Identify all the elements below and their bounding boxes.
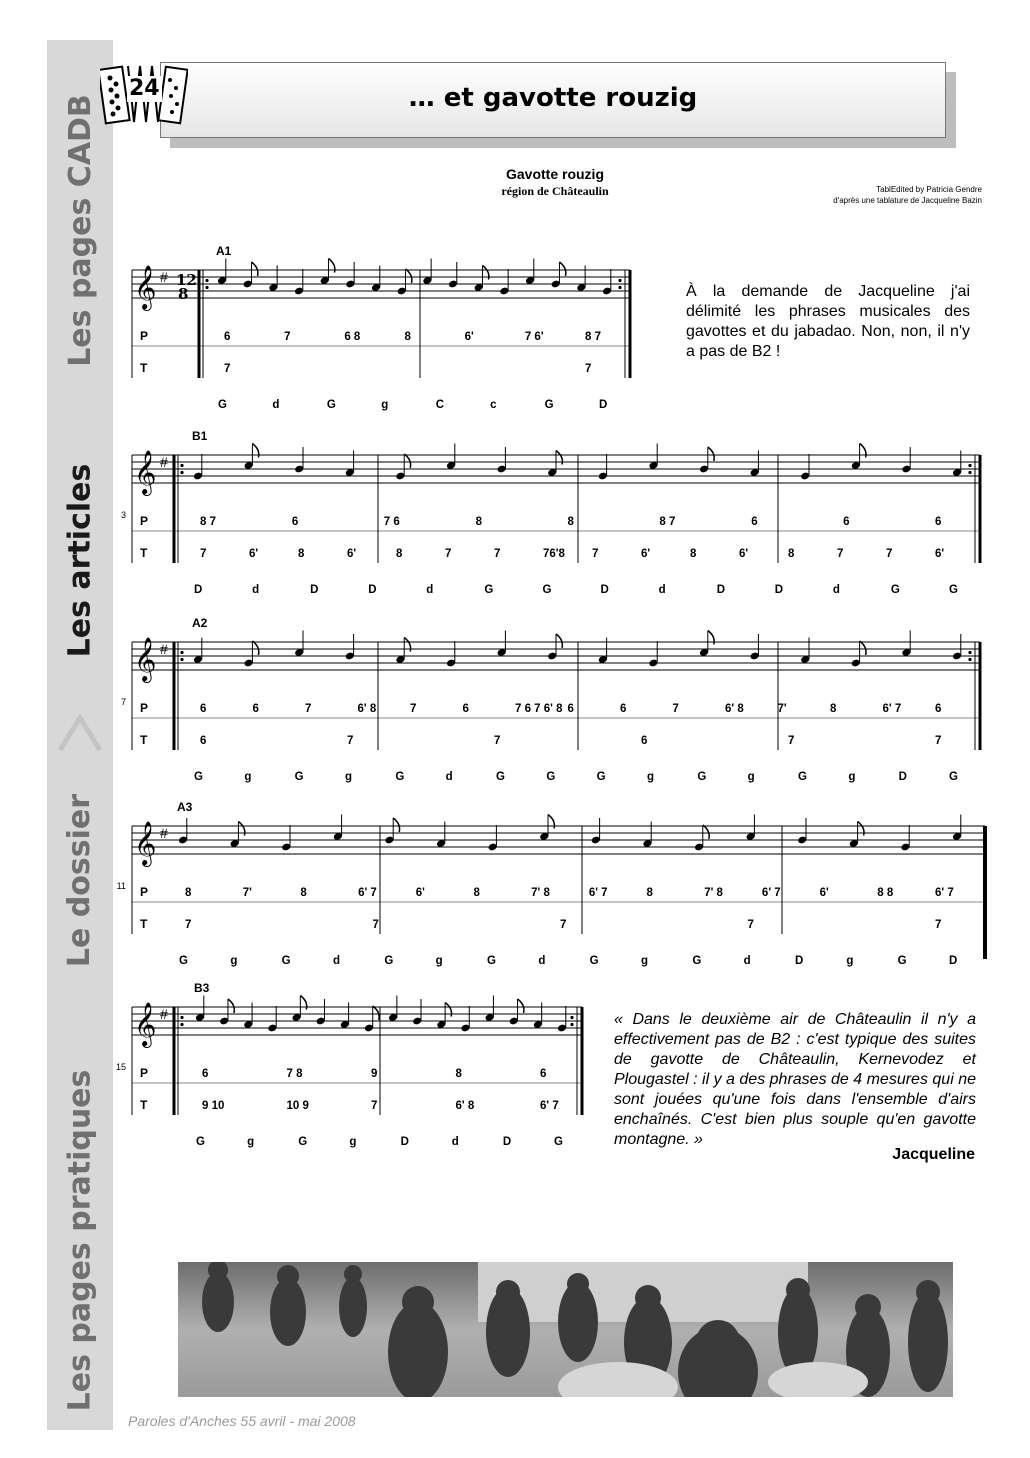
bass-chord-label: G (281, 955, 291, 967)
pull-row-label: T (140, 1098, 148, 1112)
sidebar-item-articles[interactable]: Les articles (62, 463, 98, 657)
measure-number: 7 (120, 697, 126, 707)
bass-chord-label: g (641, 955, 649, 967)
push-button-number: 6 (751, 516, 758, 528)
note-flag (228, 999, 234, 1013)
pull-button-number: 7 (935, 735, 942, 747)
note-flag (404, 454, 410, 468)
pull-button-number: 6' (249, 548, 259, 560)
bass-chord-label: G (544, 399, 554, 411)
bass-chord-label: G (179, 955, 188, 967)
bass-chord-label: G (487, 955, 496, 967)
repeat-dot (968, 651, 971, 654)
treble-clef: 𝄞 (134, 821, 157, 865)
bass-chord-label: D (502, 1136, 512, 1148)
note-flag (252, 641, 258, 655)
bass-chord-label: d (252, 584, 260, 596)
push-button-number: 8 (830, 703, 837, 715)
bass-chord-label: G (294, 771, 304, 783)
tune-title: Gavotte rouzig (505, 166, 604, 182)
bass-chord-label: G (326, 399, 336, 411)
bass-chord-label: D (949, 955, 958, 967)
bass-chord-label: G (890, 584, 900, 596)
push-button-number: 8 7 (659, 516, 676, 528)
section-label: A1 (216, 244, 232, 258)
note-flag (251, 262, 257, 276)
bass-chord-label: d (451, 1136, 459, 1148)
meter-bottom: 8 (178, 285, 189, 303)
bass-chord-label: d (658, 584, 666, 596)
sidebar-item-dossier[interactable]: Le dossier (62, 793, 98, 967)
pull-row-label: T (140, 546, 148, 560)
repeat-dot (180, 658, 183, 661)
bass-chord-label: g (435, 955, 443, 967)
repeat-dot (968, 464, 971, 467)
note-flag (405, 269, 411, 283)
repeat-dot (618, 279, 621, 282)
push-button-number: 7' (777, 703, 787, 715)
bass-chord-label: d (445, 771, 453, 783)
push-button-number: 9 (371, 1068, 378, 1080)
push-row-label: P (140, 329, 149, 343)
bass-chord-label: D (774, 584, 784, 596)
measure-number: 11 (116, 881, 126, 891)
push-button-number: 6 (540, 1068, 547, 1080)
pull-button-number: 8 (396, 548, 403, 560)
pull-button-number: 7 (185, 919, 192, 931)
bass-chord-label: G (496, 771, 505, 783)
bass-chord-label: D (898, 771, 907, 783)
push-button-number: 6' (464, 331, 474, 343)
treble-clef: 𝄞 (134, 450, 157, 494)
push-button-number: 7 6 (383, 516, 400, 528)
push-button-number: 7 8 (286, 1068, 303, 1080)
bass-chord-label: g (247, 1136, 255, 1148)
bass-chord-label: c (490, 399, 497, 411)
dance-circle-image (178, 1262, 953, 1397)
bass-chord-label: d (538, 955, 546, 967)
repeat-dot (570, 1023, 573, 1026)
repeat-dot (968, 471, 971, 474)
page-title: … et gavotte rouzig (408, 83, 698, 113)
treble-clef: 𝄞 (134, 1002, 157, 1046)
bass-chord-label: G (196, 1136, 205, 1148)
measure-number: 3 (120, 510, 126, 520)
bass-chord-label: G (692, 955, 702, 967)
bass-chord-label: d (832, 584, 840, 596)
bass-chord-label: d (272, 399, 280, 411)
push-button-number: 8 (646, 887, 653, 899)
push-button-number: 8 (404, 331, 411, 343)
bass-chord-label: D (194, 584, 203, 596)
bass-chord-label: g (381, 399, 389, 411)
repeat-dot (180, 464, 183, 467)
pull-button-number: 7 (585, 363, 592, 375)
repeat-dot (570, 1016, 573, 1019)
bass-chord-label: G (484, 584, 494, 596)
section-label: A3 (177, 800, 193, 814)
push-button-number: 6 (935, 516, 942, 528)
pull-button-number: 8 (298, 548, 305, 560)
push-button-number: 8 (455, 1068, 462, 1080)
push-button-number: 6' 7 (588, 887, 608, 899)
key-sharp: # (160, 825, 168, 841)
repeat-dot (205, 279, 208, 282)
push-button-number: 8 7 (585, 331, 601, 343)
bass-chord-label: G (589, 955, 599, 967)
bass-chord-label: g (647, 771, 655, 783)
note-flag (559, 262, 565, 276)
push-button-number: 7' 8 (704, 887, 723, 899)
note-flag (703, 825, 709, 839)
pull-button-number: 8 (690, 548, 697, 560)
pull-button-number: 9 10 (202, 1100, 225, 1112)
pull-button-number: 6 (641, 735, 648, 747)
quote-author: Jacqueline (892, 1146, 975, 1163)
bass-chord-label: G (697, 771, 707, 783)
bass-chord-label: G (218, 399, 227, 411)
note-flag (860, 641, 866, 655)
push-button-number: 6 (935, 703, 942, 715)
push-button-number: 8 7 (200, 516, 216, 528)
pull-row-label: T (140, 733, 148, 747)
push-button-number: 6 (567, 703, 574, 715)
pull-button-number: 6 (200, 735, 207, 747)
bass-chord-label: G (542, 584, 552, 596)
bass-chord-label: g (846, 955, 854, 967)
key-sharp: # (160, 641, 168, 657)
treble-clef: 𝄞 (134, 637, 157, 681)
push-button-number: 8 (185, 887, 192, 899)
push-button-number: 6' 8 (357, 703, 377, 715)
repeat-dot (180, 471, 183, 474)
push-button-number: 6 (224, 331, 231, 343)
push-button-number: 8 8 (877, 887, 894, 899)
push-button-number: 6' 7 (935, 887, 954, 899)
repeat-dot (180, 1016, 183, 1019)
note-flag (708, 447, 714, 461)
sidebar-item-pages-pratiques[interactable]: Les pages pratiques (62, 1069, 98, 1411)
pull-button-number: 7 (560, 919, 567, 931)
pull-row-label: T (140, 917, 148, 931)
pull-button-number: 7 (592, 548, 599, 560)
push-row-label: P (140, 1066, 149, 1080)
pull-button-number: 8 (788, 548, 795, 560)
push-button-number: 6 (202, 1068, 209, 1080)
bass-chord-label: g (349, 1136, 357, 1148)
pull-button-number: 7 (935, 919, 942, 931)
bass-chord-label: D (368, 584, 377, 596)
bass-chord-label: G (897, 955, 907, 967)
bass-chord-label: D (310, 584, 319, 596)
repeat-dot (618, 286, 621, 289)
push-button-number: 7 (284, 331, 291, 343)
bass-chord-label: D (400, 1136, 409, 1148)
bass-chord-label: D (795, 955, 804, 967)
pull-button-number: 7 (224, 363, 231, 375)
push-button-number: 7 6' (524, 331, 544, 343)
sidebar-item-pages-cadb[interactable]: Les pages CADB (62, 93, 98, 367)
bass-chord-label: d (333, 955, 341, 967)
key-sharp: # (160, 1006, 168, 1022)
pull-button-number: 7 (372, 919, 379, 931)
tune-subtitle: région de Châteaulin (501, 184, 609, 198)
push-button-number: 6' 7 (882, 703, 902, 715)
pull-button-number: 7 (347, 735, 354, 747)
push-button-number: 6 (843, 516, 850, 528)
pull-button-number: 7 (747, 919, 754, 931)
push-button-number: 6 (200, 703, 207, 715)
push-button-number: 8 (473, 887, 480, 899)
pull-button-number: 6' 7 (540, 1100, 559, 1112)
intro-paragraph: À la demande de Jacqueline j'ai délimité les phrases musicales des gavottes et du jabadao. Non, non, il n'y a pas de B2 ! (686, 283, 970, 360)
push-button-number: 7 (672, 703, 679, 715)
pull-button-number: 6' 8 (455, 1100, 475, 1112)
measure-number: 15 (115, 1062, 126, 1072)
page-number: 24 (129, 76, 160, 101)
push-button-number: 7 (410, 703, 417, 715)
repeat-dot (968, 658, 971, 661)
pull-button-number: 7 (494, 548, 501, 560)
push-button-number: 6 (462, 703, 469, 715)
note-flag (393, 818, 399, 832)
push-button-number: 7 6 7 6' 8 (515, 703, 563, 715)
push-button-number: 7' (242, 887, 252, 899)
note-flag (556, 634, 562, 648)
bass-chord-label: C (435, 399, 445, 411)
bass-chord-label: g (747, 771, 755, 783)
bass-chord-label: d (743, 955, 751, 967)
bass-chord-label: g (230, 955, 238, 967)
section-label: B3 (194, 981, 210, 995)
pull-button-number: 6' (347, 548, 357, 560)
pull-button-number: 7 (200, 548, 207, 560)
push-button-number: 8 (300, 887, 307, 899)
pull-button-number: 7 (371, 1100, 378, 1112)
pull-button-number: 7 (494, 735, 501, 747)
bass-chord-label: G (298, 1136, 308, 1148)
key-sharp: # (160, 454, 168, 470)
push-button-number: 6' (819, 887, 829, 899)
bass-chord-label: d (426, 584, 434, 596)
bass-chord-label: G (949, 771, 958, 783)
push-button-number: 6 8 (344, 331, 361, 343)
bass-chord-label: G (554, 1136, 563, 1148)
push-button-number: 6' (415, 887, 425, 899)
pull-button-number: 6' (935, 548, 945, 560)
key-sharp: # (160, 269, 168, 285)
credit-line-2: d'après une tablature de Jacqueline Bazin (833, 196, 982, 205)
bass-chord-label: G (798, 771, 807, 783)
bass-chord-label: G (949, 584, 958, 596)
bass-chord-label: G (384, 955, 394, 967)
push-row-label: P (140, 885, 149, 899)
bass-chord-label: g (345, 771, 353, 783)
note-flag (518, 999, 524, 1013)
pull-row-label: T (140, 361, 148, 375)
push-button-number: 6' 7 (358, 887, 377, 899)
push-button-number: 8 (567, 516, 574, 528)
pull-button-number: 7 (788, 735, 795, 747)
pull-button-number: 7 (837, 548, 844, 560)
section-label: B1 (192, 429, 208, 443)
push-button-number: 6 (252, 703, 259, 715)
bass-chord-label: G (596, 771, 606, 783)
repeat-dot (180, 1023, 183, 1026)
push-button-number: 6' 7 (761, 887, 781, 899)
pull-button-number: 6' (739, 548, 749, 560)
bass-chord-label: G (194, 771, 203, 783)
dancers-photo (178, 1262, 953, 1397)
bass-chord-label: D (599, 399, 608, 411)
push-button-number: 6 (620, 703, 627, 715)
treble-clef: 𝄞 (134, 265, 157, 309)
repeat-dot (205, 286, 208, 289)
pull-button-number: 76'8 (543, 548, 565, 560)
credit-line-1: TablEdited by Patricia Gendre (876, 185, 982, 194)
push-button-number: 7' 8 (531, 887, 550, 899)
bass-chord-label: g (848, 771, 856, 783)
push-row-label: P (140, 701, 149, 715)
page-footer: Paroles d'Anches 55 avril - mai 2008 (128, 1413, 356, 1429)
bass-chord-label: G (546, 771, 556, 783)
bass-chord-label: G (395, 771, 405, 783)
bass-chord-label: D (600, 584, 609, 596)
repeat-dot (180, 651, 183, 654)
meter-top: 12 (176, 271, 197, 289)
push-button-number: 8 (475, 516, 483, 528)
push-row-label: P (140, 514, 149, 528)
quote-text: « Dans le deuxième air de Châteaulin il n'y a effectivement pas de B2 : c'est typique des suites de gavotte de Châteaulin, Kernevodez et Plougastel : il y a des phrases de 4 mesures qui ne sont jouées qu'une fois dans l'ensemble d'airs enchaînés. C'est bien plus souple qu'en gavotte montagne. » (614, 1011, 976, 1148)
bass-chord-label: g (244, 771, 252, 783)
pull-button-number: 7 (886, 548, 893, 560)
pull-button-number: 10 9 (286, 1100, 309, 1112)
pull-button-number: 7 (445, 548, 452, 560)
bass-chord-label: D (716, 584, 726, 596)
section-label: A2 (192, 616, 208, 630)
push-button-number: 6 (291, 516, 299, 528)
push-button-number: 7 (305, 703, 312, 715)
pull-button-number: 6' (641, 548, 651, 560)
note-flag (373, 1006, 379, 1020)
push-button-number: 6' 8 (725, 703, 744, 715)
